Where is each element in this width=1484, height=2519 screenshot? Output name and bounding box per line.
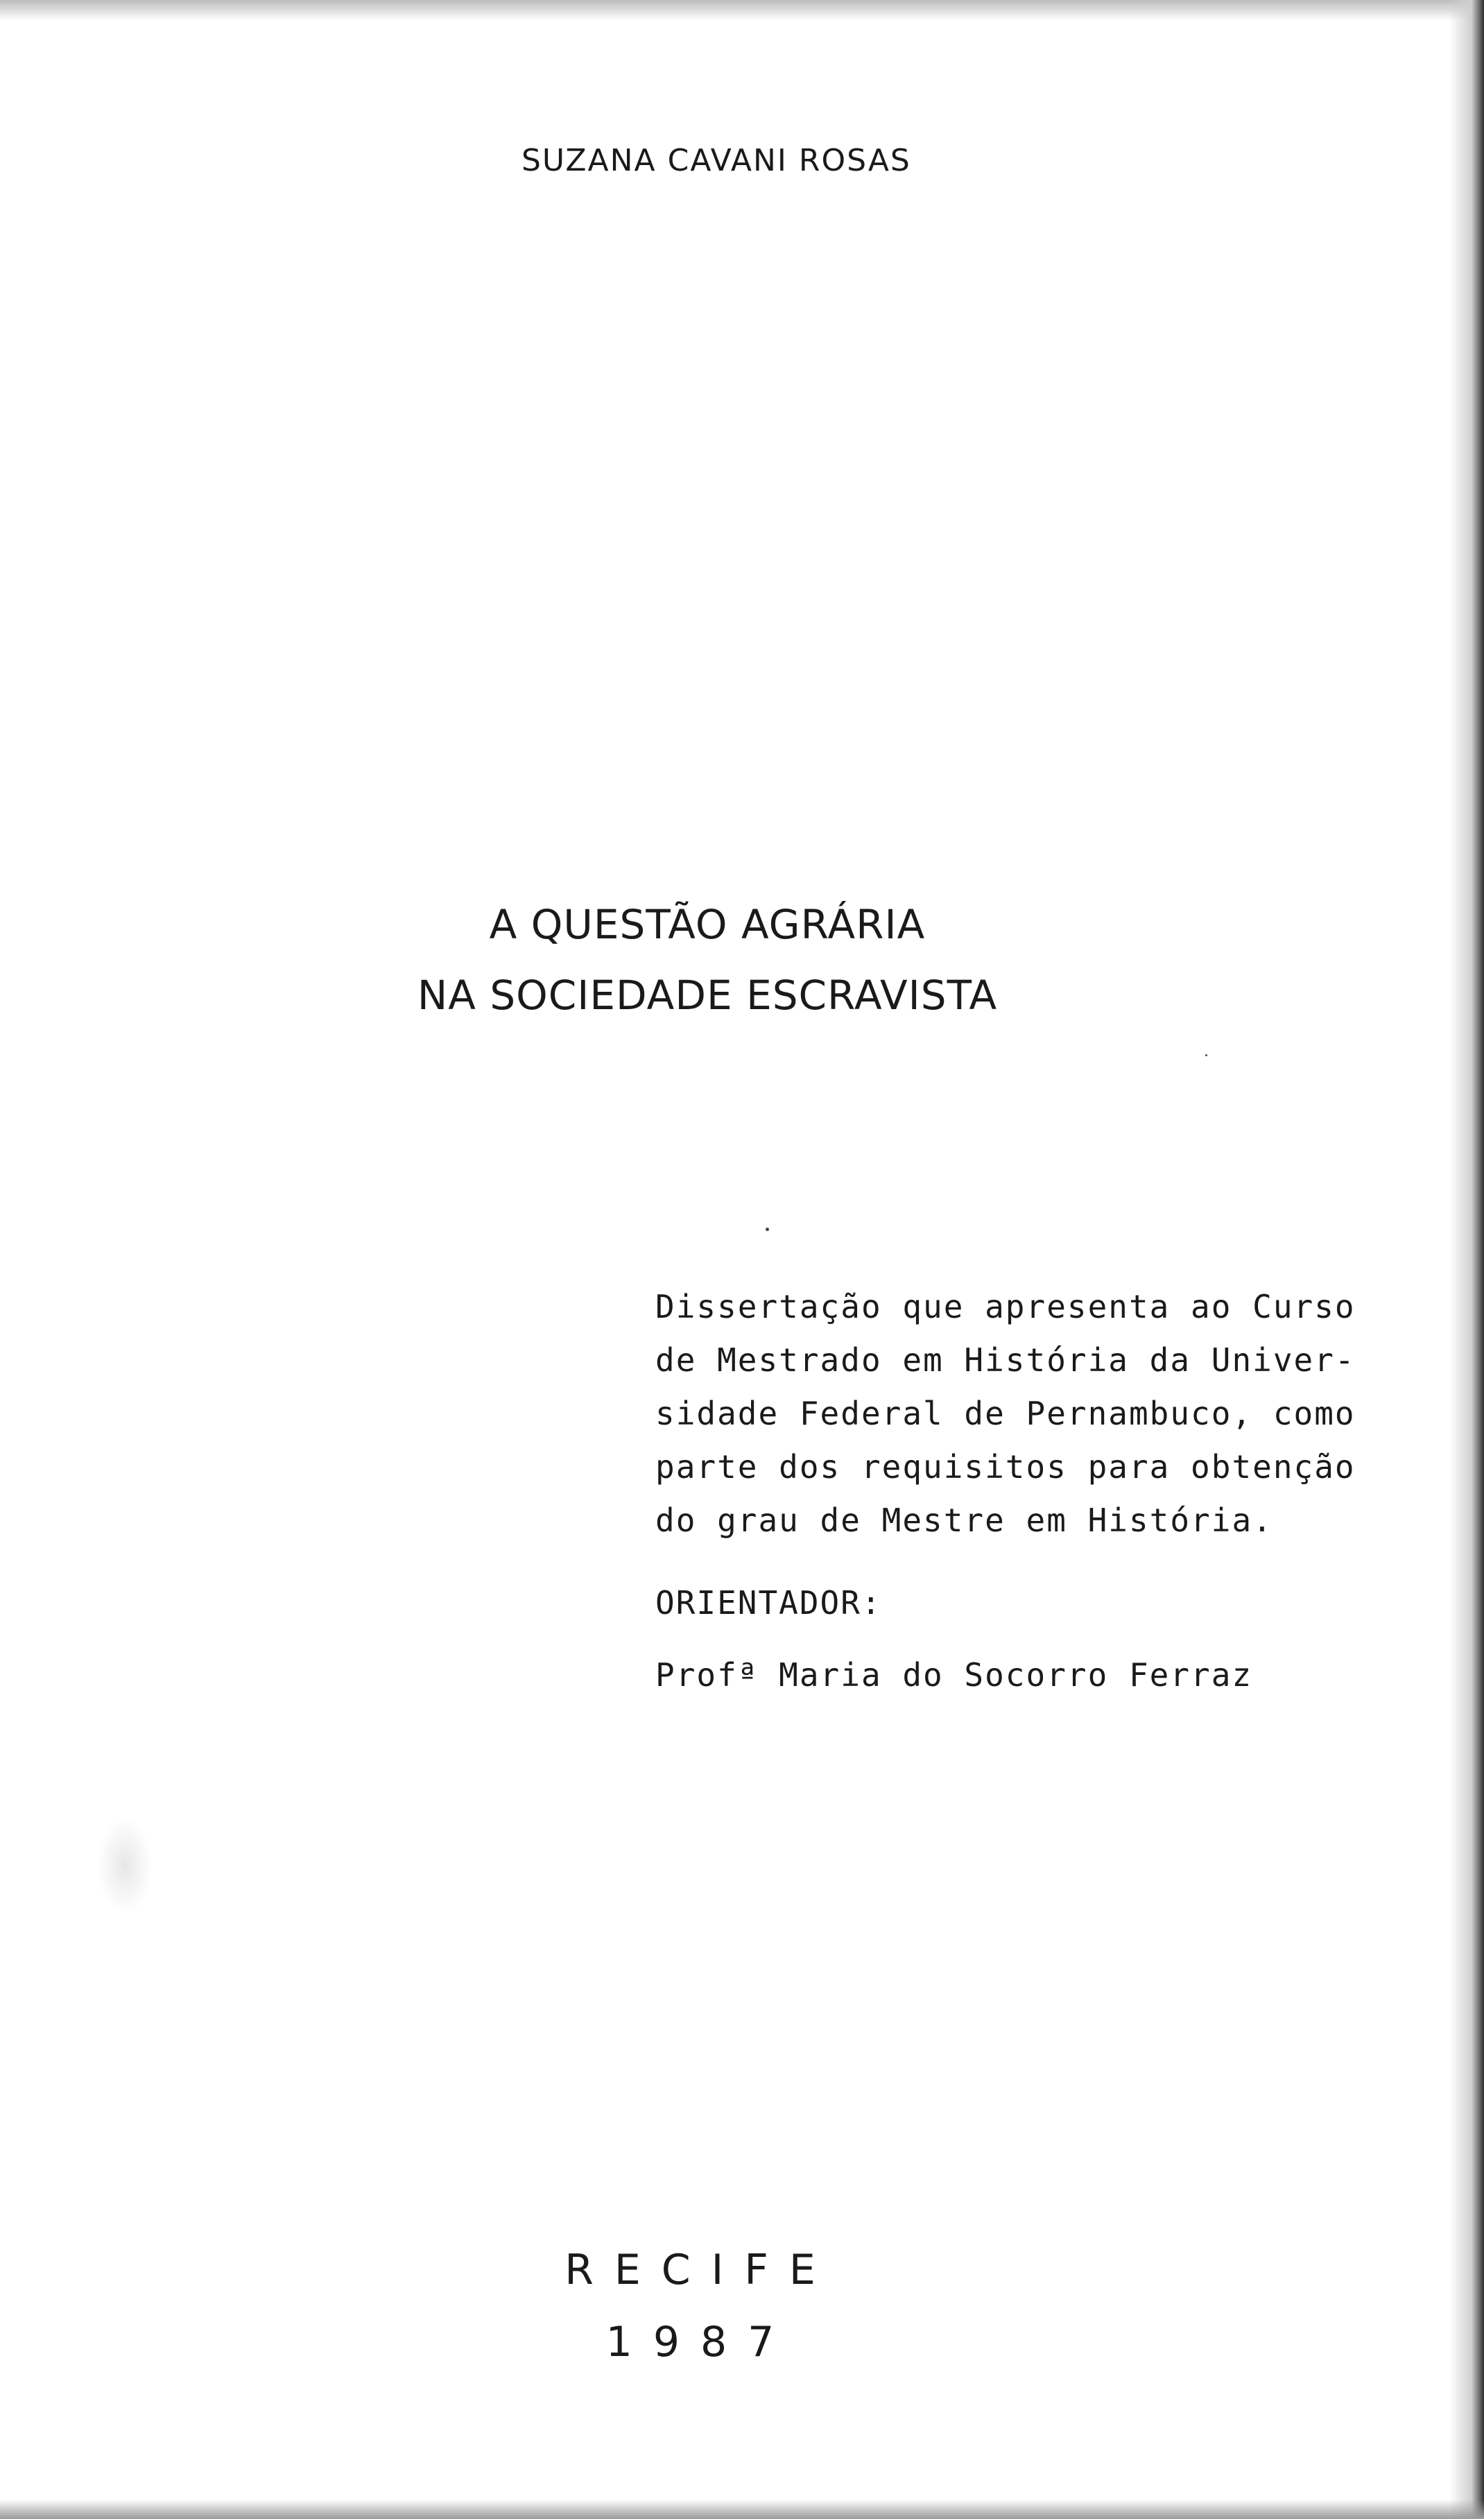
publication-year: 1987: [605, 2318, 795, 2366]
scan-smudge: [97, 1817, 153, 1914]
dissertation-line: do grau de Mestre em História.: [655, 1502, 1273, 1539]
advisor-label: ORIENTADOR:: [655, 1584, 882, 1622]
author-name: SUZANA CAVANI ROSAS: [521, 143, 911, 178]
title-line-1: A QUESTÃO AGRÁRIA: [489, 901, 926, 948]
scan-speck: [766, 1228, 769, 1231]
place-name: RECIFE: [564, 2246, 836, 2294]
scan-edge-right: [1449, 0, 1484, 2519]
dissertation-line: sidade Federal de Pernambuco, como: [655, 1395, 1356, 1432]
dissertation-line: parte dos requisitos para obtenção: [655, 1448, 1356, 1486]
thesis-title: [388, 889, 1026, 1031]
scan-speck: [1205, 1054, 1207, 1056]
dissertation-line: de Mestrado em História da Univer-: [655, 1341, 1356, 1379]
scan-edge-top: [0, 0, 1484, 21]
title-line-2: NA SOCIEDADE ESCRAVISTA: [417, 972, 998, 1019]
scan-edge-bottom: [0, 2500, 1484, 2519]
dissertation-note: [655, 1280, 1363, 1547]
advisor-name: Profª Maria do Socorro Ferraz: [655, 1656, 1253, 1694]
dissertation-line: Dissertação que apresenta ao Curso: [655, 1288, 1356, 1325]
